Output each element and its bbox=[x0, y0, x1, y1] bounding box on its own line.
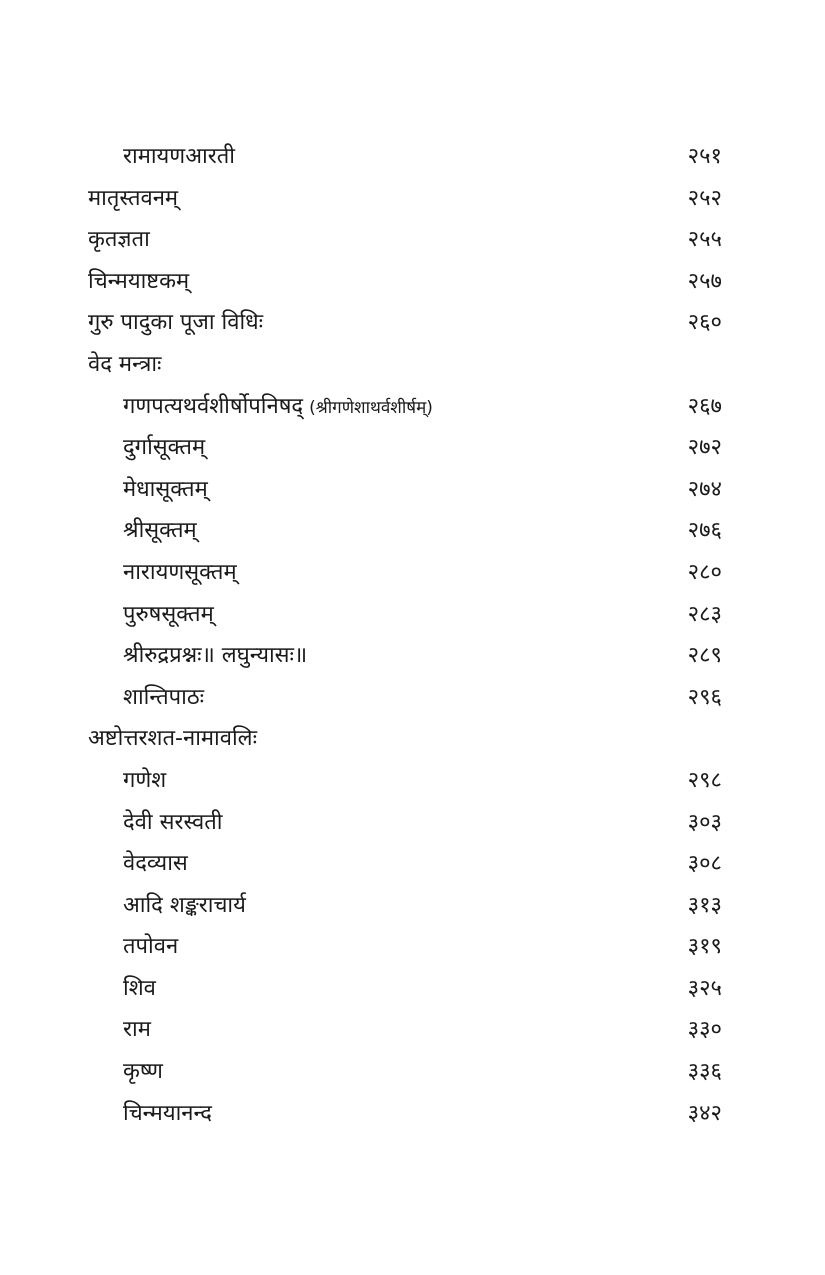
toc-entry bbox=[88, 1051, 722, 1093]
toc-entry-title-text: श्रीसूक्तम् bbox=[123, 518, 197, 544]
toc-entry bbox=[88, 594, 722, 636]
toc-entry-title bbox=[88, 926, 178, 968]
toc-entry-title-text: वेदव्यास bbox=[123, 851, 188, 877]
toc-entry-title bbox=[88, 261, 189, 303]
toc-entry-title-text: चिन्मयानन्द bbox=[123, 1100, 212, 1126]
toc-entry bbox=[88, 302, 722, 344]
toc-entry-title-text: अष्टोत्तरशत-नामावलिः bbox=[88, 726, 258, 752]
toc-entry bbox=[88, 178, 722, 220]
toc-entry-page-number: २९८ bbox=[687, 767, 722, 793]
toc-entry-title bbox=[88, 136, 235, 178]
toc-entry bbox=[88, 635, 722, 677]
toc-entry-title-text: गणेश bbox=[123, 767, 167, 793]
toc-entry-page-number: २५७ bbox=[687, 268, 722, 294]
toc-entry bbox=[88, 427, 722, 469]
toc-entry-title-text: मेधासूक्तम् bbox=[123, 476, 208, 502]
toc-entry-title bbox=[88, 178, 178, 220]
toc-entry-page-number: ३२५ bbox=[687, 975, 722, 1001]
toc-entry-page-number: ३०३ bbox=[687, 809, 722, 835]
toc-entry-page-number: २८९ bbox=[687, 643, 722, 669]
toc-entry-title bbox=[88, 594, 214, 636]
toc-entry-title bbox=[88, 802, 223, 844]
toc-entry-title bbox=[88, 1009, 151, 1051]
toc-entry bbox=[88, 677, 722, 719]
toc-entry-page-number: ३३६ bbox=[687, 1059, 722, 1085]
toc-entry-page-number: ३१९ bbox=[687, 934, 722, 960]
toc-entry-title bbox=[88, 1093, 212, 1135]
toc-entry-title bbox=[88, 427, 205, 469]
toc-entry bbox=[88, 219, 722, 261]
toc-entry bbox=[88, 1093, 722, 1135]
toc-entry bbox=[88, 386, 722, 428]
toc-entry-title-text: नारायणसूक्तम् bbox=[123, 559, 237, 585]
toc-entry bbox=[88, 760, 722, 802]
toc-entry-title-text: कृष्ण bbox=[123, 1059, 163, 1085]
toc-entry bbox=[88, 718, 722, 760]
toc-entry-page-number: ३१३ bbox=[687, 892, 722, 918]
toc-entry-title bbox=[88, 843, 188, 885]
toc-entry-title-text: मातृस्तवनम् bbox=[88, 185, 179, 211]
toc-entry-page-number: २५२ bbox=[687, 185, 722, 211]
toc-entry-title bbox=[88, 219, 150, 261]
toc-entry-title-text: शिव bbox=[123, 975, 156, 1001]
toc-entry-title-text: शान्तिपाठः bbox=[123, 684, 205, 710]
toc-entry bbox=[88, 968, 722, 1010]
toc-entry-page-number: २८३ bbox=[687, 601, 722, 627]
toc-entry-title bbox=[88, 386, 433, 430]
toc-entry-title bbox=[88, 469, 208, 511]
toc-entry-title bbox=[88, 968, 156, 1010]
toc-entry-title-text: देवी सरस्वती bbox=[123, 809, 223, 835]
toc-entry-title bbox=[88, 677, 204, 719]
toc-entry-title bbox=[88, 302, 263, 344]
toc-entry bbox=[88, 926, 722, 968]
toc-entry bbox=[88, 261, 722, 303]
toc-entry-page-number: २७६ bbox=[687, 518, 722, 544]
toc-entry bbox=[88, 469, 722, 511]
toc-entry-title-text: कृतज्ञता bbox=[88, 227, 150, 253]
toc-entry-title-text: पुरुषसूक्तम् bbox=[123, 601, 214, 627]
toc-entry-page-number: ३३० bbox=[687, 1017, 722, 1043]
toc-entry bbox=[88, 344, 722, 386]
toc-entry-page-number: ३०८ bbox=[687, 851, 722, 877]
toc-entry-title bbox=[88, 635, 307, 677]
toc-entry-title-text: दुर्गासूक्तम् bbox=[123, 435, 206, 461]
toc-entry-title bbox=[88, 718, 257, 760]
toc-entry-page-number: २९६ bbox=[687, 684, 722, 710]
toc-entry-title-text: गणपत्यथर्वशीर्षोपनिषद् bbox=[123, 393, 304, 419]
toc-entry-title-text: वेद मन्त्राः bbox=[88, 351, 162, 377]
toc-entry-page-number: ३४२ bbox=[687, 1100, 722, 1126]
toc-entry-page-number: २५५ bbox=[687, 227, 722, 253]
toc-entry-note: (श्रीगणेशाथर्वशीर्षम्) bbox=[309, 397, 433, 418]
toc-entry bbox=[88, 136, 722, 178]
toc-entry bbox=[88, 802, 722, 844]
toc-entry-title-text: आदि शङ्कराचार्य bbox=[123, 892, 246, 918]
toc-entry-title bbox=[88, 552, 237, 594]
toc-entry-title bbox=[88, 885, 246, 927]
toc-entry bbox=[88, 510, 722, 552]
toc-entry-title bbox=[88, 510, 197, 552]
toc-entry bbox=[88, 885, 722, 927]
toc-entry-page-number: २८० bbox=[687, 559, 722, 585]
toc-entry bbox=[88, 843, 722, 885]
toc-entry-title-text: रामायणआरती bbox=[123, 144, 235, 169]
toc-entry-title-text: राम bbox=[123, 1017, 151, 1043]
table-of-contents bbox=[88, 136, 722, 1134]
toc-entry-title bbox=[88, 1051, 163, 1093]
toc-entry-page-number: २६० bbox=[687, 310, 722, 336]
toc-entry-title-text: गुरु पादुका पूजा विधिः bbox=[88, 310, 264, 336]
toc-entry-title bbox=[88, 760, 166, 802]
toc-entry-page-number: २७४ bbox=[687, 476, 722, 502]
toc-entry-title-text: श्रीरुद्रप्रश्नः॥ लघुन्यासः॥ bbox=[123, 643, 308, 669]
toc-entry-page-number: २५१ bbox=[687, 144, 722, 169]
toc-entry bbox=[88, 552, 722, 594]
toc-entry-title bbox=[88, 344, 162, 386]
toc-entry-title-text: चिन्मयाष्टकम् bbox=[88, 268, 190, 294]
toc-entry bbox=[88, 1009, 722, 1051]
toc-entry-page-number: २६७ bbox=[687, 393, 722, 419]
toc-entry-page-number: २७२ bbox=[687, 435, 722, 461]
toc-entry-title-text: तपोवन bbox=[123, 934, 179, 960]
